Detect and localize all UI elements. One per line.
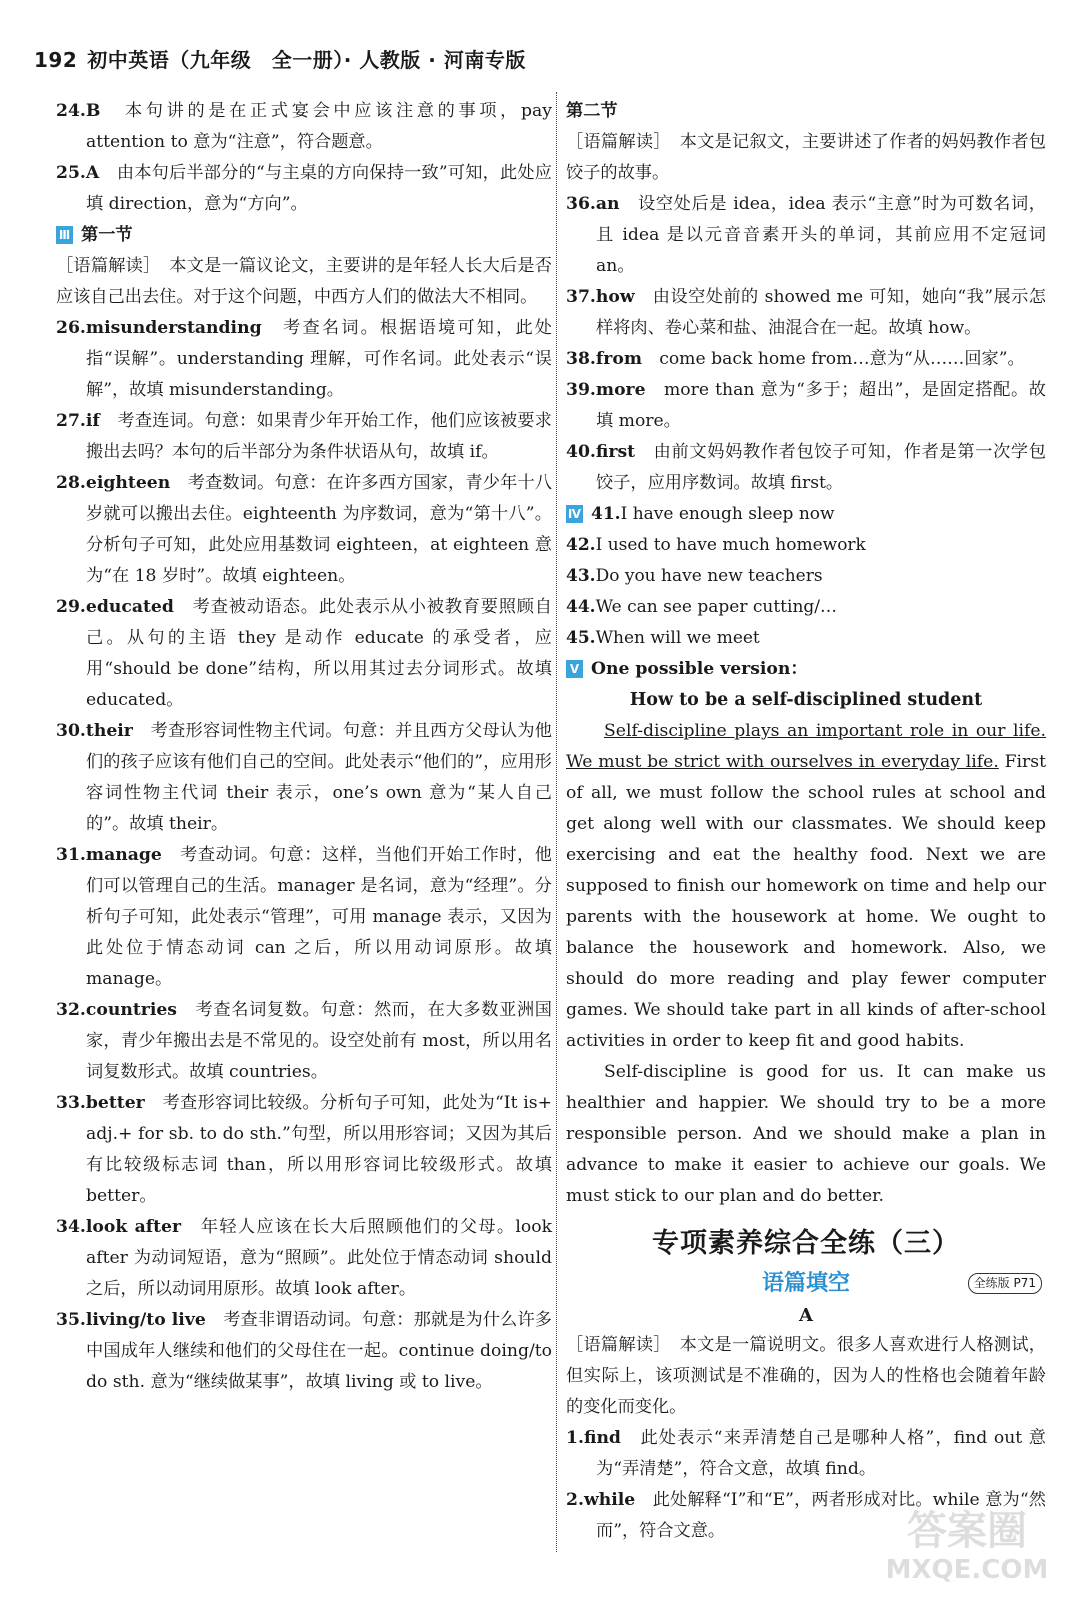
answer-key: 36.an [566,194,620,214]
section-tag-icon: Ⅳ [567,507,582,521]
answer-key: 31.manage [56,845,162,865]
answer-item [566,375,1046,437]
sentence-number: 42. [566,535,596,555]
answer-key: 39.more [566,380,646,400]
answer-explanation: 考查动词。句意：这样，当他们开始工作时，他们可以管理自己的生活。manager 是名词，意为“经理”。分析句子可知，此处表示“管理”，可用 manage 表示，又因为此处位于情态动词 can 之后，所以用动词原形。故填 manage。 [86,845,552,989]
answer-key: 30.their [56,721,133,741]
answer-explanation: 由本句后半部分的“与主桌的方向保持一致”可知，此处应填 direction，意为“方向”。 [86,163,552,214]
answer-item [56,592,552,716]
answer-key: 28.eighteen [56,473,171,493]
answer-explanation: 考查数词。句意：在许多西方国家，青少年十八岁就可以搬出去住。eighteenth 为序数词，意为“第十八”。分析句子可知，此处应用基数词 eighteen，at eighteen 意为“在 18 岁时”。故填 eighteen。 [86,473,552,586]
answer-explanation: 由前文妈妈教作者包饺子可知，作者是第一次学包饺子，应用序数词。故填 first。 [596,442,1046,493]
answer-item [56,406,552,468]
sentence-item [566,530,1046,561]
section-heading [56,220,552,251]
answer-item [56,158,552,220]
section-tag-icon: Ⅲ [56,226,73,244]
book-title: 初中英语（九年级 全一册）· 人教版 · 河南专版 [87,48,526,72]
answer-explanation: 此处解释“I”和“E”，两者形成对比。while 意为“然而”，符合文意。 [596,1490,1046,1541]
answer-explanation: 考查形容词性物主代词。句意：并且西方父母认为他们的孩子应该有他们自己的空间。此处表示“他们的”，应用形容词性物主代词 their 表示，one’s own 意为“某人自己的”。故填 their。 [86,721,552,834]
page-number: 192 [34,48,78,72]
answer-explanation: come back home from…意为“从……回家”。 [642,349,1025,369]
answer-item [56,995,552,1088]
answer-explanation: 设空处后是 idea，idea 表示“主意”时为可数名词，且 idea 是以元音音素开头的单词，其前应用不定冠词 an。 [596,194,1046,276]
sentence-number: 44. [566,597,596,617]
answer-item [56,1305,552,1398]
answer-item [566,437,1046,499]
answer-explanation: 年轻人应该在长大后照顾他们的父母。look after 为动词短语，意为“照顾”。此处位于情态动词 should 之后，所以动词用原形。故填 look after。 [86,1217,552,1299]
answer-item [566,344,1046,375]
answer-item [566,282,1046,344]
answer-explanation: 考查被动语态。此处表示从小被教育要照顾自己。从句的主语 they 是动作 educate 的承受者，应用“should be done”结构，所以用其过去分词形式。故填 educated。 [86,597,552,710]
answer-item [56,1212,552,1305]
reading-note: ［语篇解读］ 本文是记叙文，主要讲述了作者的妈妈教作者包饺子的故事。 [566,132,1046,183]
essay-paragraph: Self-discipline is good for us. It can make us healthier and happier. We should try to be a more responsible person. And we should make a plan in advance to make it easier to achieve our goals. We must stick to our plan and do better. [566,1062,1046,1206]
section-heading: 第二节 [566,101,618,121]
answer-key: 40.first [566,442,636,462]
answer-key: 26.misunderstanding [56,318,262,338]
answer-key: 24.B [56,101,101,121]
sentence-item [566,592,1046,623]
answer-item [566,189,1046,282]
answer-key: 32.countries [56,1000,177,1020]
essay-paragraph [566,716,1046,1057]
watermark-url: MXQE.COM [885,1555,1049,1585]
answer-key: 38.from [566,349,643,369]
answer-item [56,96,552,158]
reading-note: ［语篇解读］ 本文是一篇说明文。很多人喜欢进行人格测试，但实际上，该项测试是不准确的，因为人的性格也会随着年龄的变化而变化。 [566,1335,1046,1417]
watermark-text: 答案圈 [907,1508,1027,1554]
answer-item [56,313,552,406]
answer-explanation: 本句讲的是在正式宴会中应该注意的事项，pay attention to 意为“注意”，符合题意。 [86,101,552,152]
column-divider [556,92,557,1552]
sentence-item [566,561,1046,592]
watermark-logo [872,1500,1062,1586]
answer-key: 2.while [566,1490,636,1510]
subtitle: 语篇填空 [761,1271,850,1296]
answer-key: 27.if [56,411,100,431]
sentence-text: We can see paper cutting/… [595,597,838,617]
answer-key: 35.living/to live [56,1310,206,1330]
answer-explanation: 此处表示“来弄清楚自己是哪种人格”，find out 意为“弄清楚”，符合文意，故填 find。 [596,1428,1046,1479]
answer-item [56,840,552,995]
answer-explanation: 考查名词复数。句意：然而，在大多数亚洲国家，青少年搬出去是不常见的。设空处前有 most，所以用名词复数形式。故填 countries。 [86,1000,552,1082]
answer-key: 33.better [56,1093,145,1113]
sentence-text: I have enough sleep now [620,504,835,524]
essay-label [566,654,1046,685]
section-label: 第一节 [81,225,133,245]
subtitle-row [566,1266,1046,1302]
answer-explanation: more than 意为“多于；超出”，是固定搭配。故填 more。 [596,380,1046,431]
answer-explanation: 考查连词。句意：如果青少年开始工作，他们应该被要求搬出去吗？本句的后半部分为条件状语从句，故填 if。 [86,411,552,462]
answer-key: 34.look after [56,1217,182,1237]
sentence-item [566,623,1046,654]
answer-key: 1.find [566,1428,621,1448]
answer-key: 25.A [56,163,100,183]
left-column [56,96,552,1398]
page-reference-badge: 全练版 P71 [968,1273,1042,1294]
sentence-number: 41. [591,504,621,524]
answer-explanation: 考查非谓语动词。句意：那就是为什么许多中国成年人继续和他们的父母住在一起。continue doing/to do sth. 意为“继续做某事”，故填 living 或 to live。 [86,1310,552,1392]
essay-title: How to be a self-disciplined student [629,690,983,710]
sentence-text: When will we meet [595,628,760,648]
answer-key: 29.educated [56,597,174,617]
answer-explanation: 由设空处前的 showed me 可知，她向“我”展示怎样将肉、卷心菜和盐、油混合在一起。故填 how。 [596,287,1046,338]
sentence-item [566,499,1046,530]
answer-item [56,1088,552,1212]
answer-key: 37.how [566,287,635,307]
reading-note: ［语篇解读］ 本文是一篇议论文，主要讲的是年轻人长大后是否应该自己出去住。对于这个问题，中西方人们的做法大不相同。 [56,256,552,307]
passage-letter: A [799,1305,813,1326]
essay-underlined-text: Self-discipline plays an important role in our life. We must be strict with ourselves in everyday life. [566,721,1046,772]
answer-item [56,716,552,840]
right-column [566,96,1046,1547]
section-tag-icon: Ⅴ [566,660,583,678]
sentence-number: 43. [566,566,596,586]
answer-explanation: 考查名词。根据语境可知，此处指“误解”。understanding 理解，可作名词。此处表示“误解”，故填 misunderstanding。 [86,318,552,400]
page-header [34,44,526,73]
answer-explanation: 考查形容词比较级。分析句子可知，此处为“It is+ adj.+ for sb. to do sth.”句型，所以用形容词；又因为其后有比较级标志词 than，所以用形容词比较级形式。故填 better。 [86,1093,552,1206]
sentence-text: I used to have much homework [595,535,866,555]
special-practice-title: 专项素养综合全练（三） [652,1228,960,1259]
answer-item [56,468,552,592]
answer-item [566,1423,1046,1485]
essay-label-text: One possible version： [591,659,808,679]
sentence-text: Do you have new teachers [595,566,823,586]
essay-text: First of all, we must follow the school rules at school and get along well with our classmates. We should keep exercising and eat the healthy food. Next we are supposed to finish our homework on time and help our parents with the housework at home. We ought to balance the housework and homework. Also, we should do more reading and play fewer computer games. We should take part in all kinds of after-school activities in order to keep fit and good habits. [566,752,1046,1051]
sentence-number: 45. [566,628,596,648]
